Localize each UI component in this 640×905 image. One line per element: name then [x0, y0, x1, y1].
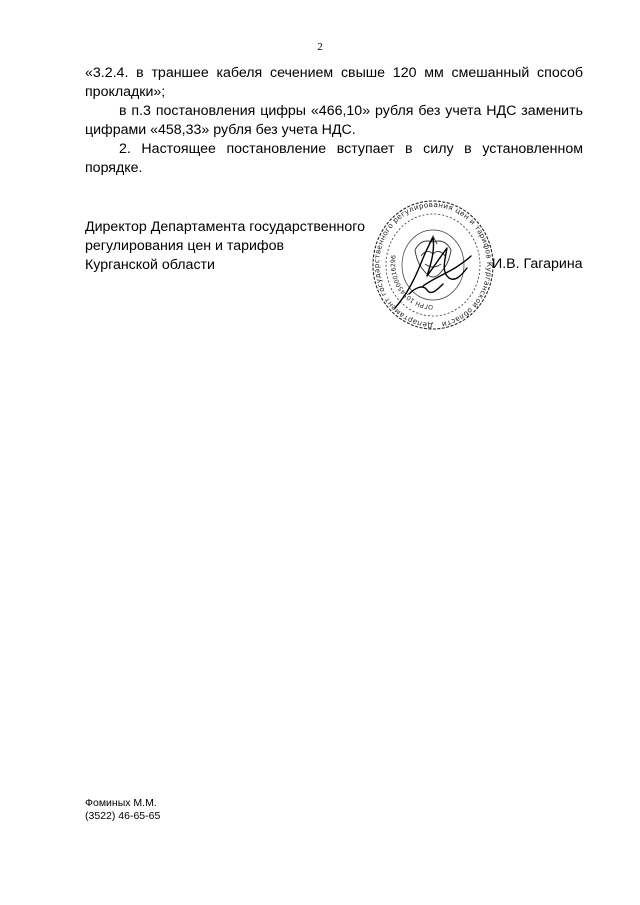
official-stamp-seal: [371, 198, 496, 332]
signatory-name: И.В. Гагарина: [492, 256, 583, 272]
signatory-title-line: Курганской области: [85, 257, 215, 273]
signatory-title-line: регулирования цен и тарифов: [85, 238, 285, 254]
page-number: 2: [317, 41, 323, 53]
paragraph-effective-date: 2. Настоящее постановление вступает в силу в установленном порядке.: [85, 141, 583, 176]
paragraph-amendment-item: «3.2.4. в траншее кабеля сечением свыше 120 мм смешанный способ прокладки»;: [85, 65, 583, 100]
executor-info: [85, 797, 160, 823]
executor-name: Фоминых М.М.: [85, 797, 157, 809]
stamp-inner-text: ОГРН 1054500016296: [390, 254, 434, 311]
handwritten-signature: [395, 238, 471, 308]
signatory-title: [85, 218, 365, 275]
executor-phone: (3522) 46-65-65: [85, 810, 161, 822]
stamp-outer-text: Департамент государственного регулирования цен и тарифов Курганской области: [372, 199, 495, 331]
signatory-title-line: Директор Департамента государственного: [85, 219, 365, 235]
document-body: [85, 64, 583, 178]
paragraph-amendment-price: в п.3 постановления цифры «466,10» рубля без учета НДС заменить цифрами «458,33» рубля без учета НДС.: [85, 103, 583, 138]
